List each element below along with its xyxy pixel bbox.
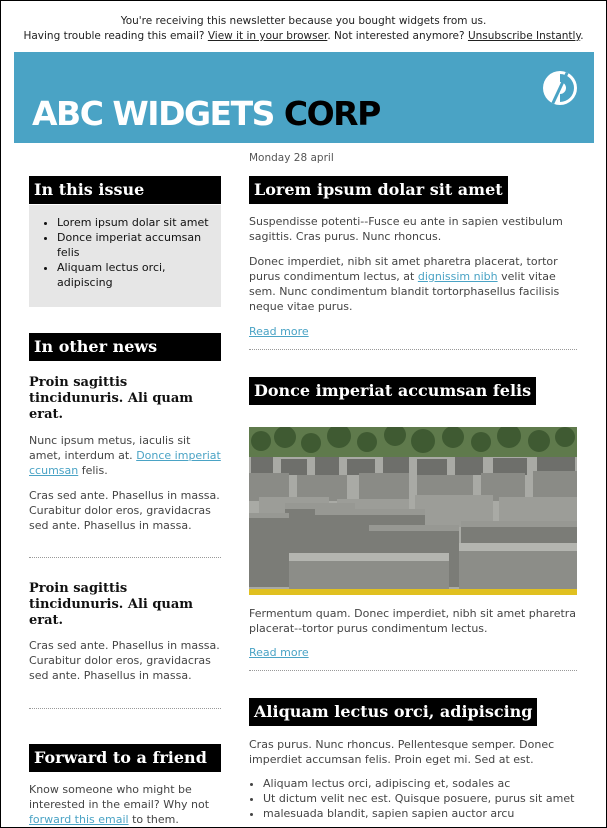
article-heading: Aliquam lectus orci, adipiscing [249, 698, 537, 726]
article-bullet-list [249, 776, 593, 821]
story-text: felis. [81, 464, 108, 477]
divider [29, 708, 221, 709]
other-news-heading: In other news [29, 333, 221, 361]
issue-item[interactable]: • Aliquam lectus orci, adipiscing [57, 260, 217, 290]
preheader-line1: You're receiving this newsletter because you bought widgets from us. [120, 15, 487, 27]
article-paragraph [249, 254, 579, 314]
in-this-issue-heading: In this issue [29, 176, 221, 204]
bullet-item: • Ut dictum velit nec est. Quisque posuere, purus sit amet [263, 791, 593, 806]
logo-mark-icon [542, 70, 578, 106]
article-heading: Lorem ipsum dolar sit amet [249, 176, 508, 204]
article-paragraph: Suspendisse potenti--Fusce eu ante in sapien vestibulum sagittis. Cras purus. Nunc rhoncus. [249, 215, 563, 243]
issue-item[interactable]: • Lorem ipsum dolar sit amet [57, 215, 217, 230]
story-paragraph: Cras sed ante. Phasellus in massa. Curabitur dolor eros, gravidacras sed ante. Phasellus in massa. [29, 639, 220, 682]
header-banner [14, 52, 594, 143]
view-in-browser-link[interactable]: View it in your browser [207, 30, 328, 42]
logo[interactable] [32, 94, 380, 134]
memorial-photo [249, 427, 577, 595]
story-paragraph [29, 433, 221, 478]
bullet-item: • malesuada blandit, sapien sapien auctor arcu [263, 806, 593, 821]
article-paragraph: Cras purus. Nunc rhoncus. Pellentesque semper. Donec imperdiet accumsan felis. Proin eget mi. Sed at est. [249, 738, 555, 766]
logo-text-white: ABC WIDGETS [32, 94, 274, 133]
article-text: velit vitae sem. Nunc condimentum blandit tortorphasellus facilisis neque vitae purus. [249, 270, 560, 313]
forward-text: to them. [132, 813, 179, 826]
forward-text: Know someone who might be interested in the email? Why not [29, 783, 210, 811]
preheader-line2 [0, 29, 607, 44]
bullet-item: • Aliquam lectus orci, adipiscing et, sodales ac [263, 776, 593, 791]
issue-item[interactable]: • Donce imperiat accumsan felis [57, 230, 217, 260]
logo-text-black: CORP [283, 94, 380, 133]
forward-paragraph [29, 782, 221, 827]
divider [249, 670, 577, 671]
in-this-issue-list [29, 205, 221, 290]
article-inline-link[interactable]: dignissim nibh [417, 270, 498, 283]
preheader-text: . [580, 30, 584, 42]
unsubscribe-link[interactable]: Unsubscribe Instantly [467, 30, 581, 42]
story-title: Proin sagittis tincidunuris. Ali quam erat. [29, 581, 194, 628]
story-title: Proin sagittis tincidunuris. Ali quam erat. [29, 375, 194, 422]
preheader-text: Having trouble reading this email? [23, 30, 205, 42]
read-more-link[interactable]: Read more [249, 646, 309, 659]
article-text: Donec imperdiet, nibh sit amet pharetra placerat, tortor purus condimentum lectus, at [249, 255, 558, 283]
story-link[interactable]: Donce imperiat ccumsan [29, 449, 221, 477]
in-this-issue-box [29, 205, 221, 307]
story-text: Nunc ipsum metus, iaculis sit amet, interdum at. [29, 434, 191, 462]
story-paragraph: Cras sed ante. Phasellus in massa. Curabitur dolor eros, gravidacras sed ante. Phasellus in massa. [29, 489, 220, 532]
article-heading: Donce imperiat accumsan felis [249, 377, 536, 405]
divider [29, 557, 221, 558]
preheader-text: . Not interested anymore? [327, 30, 465, 42]
photo-caption: Fermentum quam. Donec imperdiet, nibh sit amet pharetra placerat--tortor purus condimentum lectus. [249, 607, 577, 635]
forward-email-link[interactable]: forward this email [29, 813, 129, 826]
issue-date: Monday 28 april [249, 152, 334, 164]
read-more-link[interactable]: Read more [249, 325, 309, 338]
divider [249, 349, 577, 350]
forward-heading: Forward to a friend [29, 744, 221, 772]
preheader [0, 14, 607, 44]
